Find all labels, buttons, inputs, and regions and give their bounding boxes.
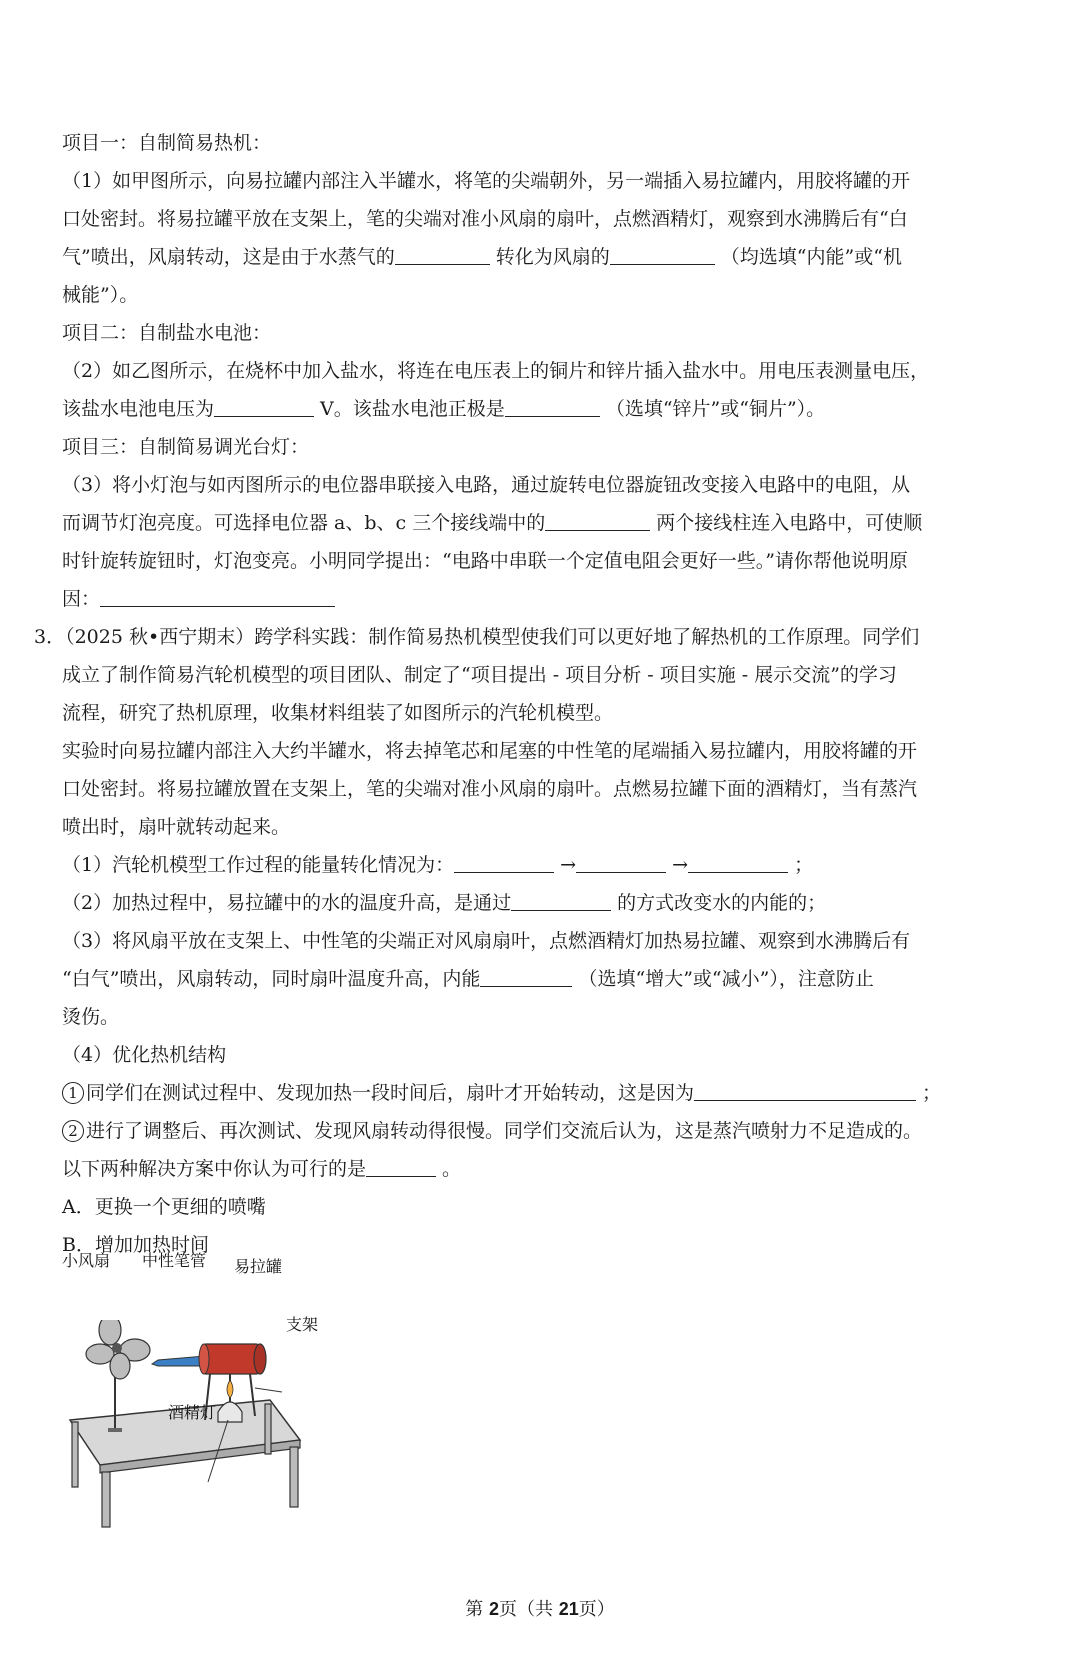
answer-blank[interactable] xyxy=(576,853,666,873)
text-line xyxy=(62,700,613,726)
text-line xyxy=(62,472,910,498)
text-run: 两个接线柱连入电路中，可使顺 xyxy=(650,512,923,534)
text-run: （选填“增大”或“减小”），注意防止 xyxy=(572,968,874,990)
text-line xyxy=(62,1042,226,1068)
table-leg xyxy=(265,1404,271,1454)
text-line xyxy=(62,586,335,612)
text-line xyxy=(62,434,309,460)
text-run: 口处密封。将易拉罐放置在支架上，笔的尖端对准小风扇的扇叶。点燃易拉罐下面的酒精灯，当有蒸汽 xyxy=(62,778,918,800)
answer-blank[interactable] xyxy=(505,397,600,417)
text-line xyxy=(62,662,897,688)
text-line xyxy=(62,1004,119,1030)
text-line xyxy=(62,1118,922,1144)
text-line xyxy=(34,624,919,650)
text-line xyxy=(62,548,908,574)
text-run: 械能”）。 xyxy=(62,284,139,306)
flame xyxy=(227,1380,233,1398)
text-line xyxy=(62,510,922,536)
text-line xyxy=(62,1156,461,1182)
text-run: 以下两种解决方案中你认为可行的是 xyxy=(62,1158,367,1180)
label-can: 易拉罐 xyxy=(234,1259,283,1276)
text-run: → xyxy=(554,854,577,876)
answer-blank[interactable] xyxy=(454,853,554,873)
text-run: 。 xyxy=(436,1158,462,1180)
text-run: 3．（2025 秋•西宁期末）跨学科实践：制作简易热机模型使我们可以更好地了解热机的工作原理。同学们 xyxy=(34,626,920,648)
text-run: 成立了制作简易汽轮机模型的项目团队、制定了“项目提出 - 项目分析 - 项目实施 - 展示交流”的学习 xyxy=(62,664,897,686)
text-run: 该盐水电池电压为 xyxy=(62,398,215,420)
text-run: 喷出时，扇叶就转动起来。 xyxy=(62,816,291,838)
text-line xyxy=(62,1080,941,1106)
fan-blades xyxy=(86,1320,150,1379)
text-line xyxy=(62,358,929,384)
text-line xyxy=(62,1194,266,1220)
text-run: （2）加热过程中，易拉罐中的水的温度升高，是通过 xyxy=(62,892,512,914)
label-fan: 小风扇 xyxy=(62,1253,111,1270)
text-run: （均选填“内能”或“机 xyxy=(714,246,902,268)
text-line xyxy=(62,776,917,802)
text-line xyxy=(62,282,138,308)
text-line xyxy=(62,852,813,878)
circled-number: 1 xyxy=(62,1082,84,1104)
text-line xyxy=(62,168,910,194)
text-run: 烫伤。 xyxy=(62,1006,120,1028)
turbine-diagram xyxy=(60,1320,330,1530)
text-line xyxy=(62,320,271,346)
text-run: 项目三：自制简易调光台灯： xyxy=(62,436,310,458)
text-run: B．增加加热时间 xyxy=(62,1234,209,1256)
fan-base xyxy=(108,1428,122,1432)
text-run: ； xyxy=(788,854,814,876)
answer-blank[interactable] xyxy=(395,245,490,265)
text-run: 同学们在测试过程中、发现加热一段时间后，扇叶才开始转动，这是因为 xyxy=(86,1082,695,1104)
total-pages: 21 xyxy=(558,1599,579,1619)
text-line xyxy=(62,396,825,422)
page-number: 2 xyxy=(488,1599,499,1619)
circled-number: 2 xyxy=(62,1120,84,1142)
text-run: 进行了调整后、再次测试、发现风扇转动得很慢。同学们交流后认为，这是蒸汽喷射力不足造成的。 xyxy=(86,1120,923,1142)
text-run: 项目一：自制简易热机： xyxy=(62,132,272,154)
text-run: （2）如乙图所示，在烧杯中加入盐水，将连在电压表上的铜片和锌片插入盐水中。用电压表测量电压， xyxy=(62,360,930,382)
text-run: 因： xyxy=(62,588,101,610)
text-line xyxy=(62,738,917,764)
answer-blank[interactable] xyxy=(694,1081,916,1101)
text-run: （选填“锌片”或“铜片”）。 xyxy=(599,398,826,420)
text-run: A．更换一个更细的喷嘴 xyxy=(62,1196,266,1218)
text-run: 时针旋转旋钮时，灯泡变亮。小明同学提出：“电路中串联一个定值电阻会更好一些。”请你帮他说明原 xyxy=(62,550,908,572)
text-run: （1）汽轮机模型工作过程的能量转化情况为： xyxy=(62,854,455,876)
text-run: 实验时向易拉罐内部注入大约半罐水，将去掉笔芯和尾塞的中性笔的尾端插入易拉罐内，用胶将罐的开 xyxy=(62,740,918,762)
table-leg xyxy=(72,1422,78,1487)
text-run: （3）将风扇平放在支架上、中性笔的尖端正对风扇扇叶，点燃酒精灯加热易拉罐、观察到水沸腾后有 xyxy=(62,930,911,952)
label-pen: 中性笔管 xyxy=(142,1253,207,1270)
text-run: → xyxy=(666,854,689,876)
soda-can xyxy=(202,1344,260,1374)
text-run: （3）将小灯泡与如丙图所示的电位器串联接入电路，通过旋转电位器旋钮改变接入电路中的电阻，从 xyxy=(62,474,911,496)
text-run: 口处密封。将易拉罐平放在支架上，笔的尖端对准小风扇的扇叶，点燃酒精灯，观察到水沸腾后有“白 xyxy=(62,208,908,230)
steam-turbine-figure xyxy=(60,1253,330,1530)
text-run: （1）如甲图所示，向易拉罐内部注入半罐水，将笔的尖端朝外，另一端插入易拉罐内，用胶将罐的开 xyxy=(62,170,911,192)
answer-blank[interactable] xyxy=(214,397,314,417)
answer-blank[interactable] xyxy=(511,891,611,911)
table-leg xyxy=(290,1447,298,1507)
label-lamp: 酒精灯 xyxy=(168,1405,217,1422)
text-run: 流程，研究了热机原理，收集材料组装了如图所示的汽轮机模型。 xyxy=(62,702,614,724)
answer-blank[interactable] xyxy=(545,511,650,531)
page-footer: 第 2页（共 21页） xyxy=(465,1599,615,1620)
answer-blank[interactable] xyxy=(100,587,335,607)
answer-blank[interactable] xyxy=(480,967,572,987)
text-line xyxy=(62,928,910,954)
text-run: ； xyxy=(916,1082,942,1104)
label-stand: 支架 xyxy=(286,1317,319,1334)
text-run: 而调节灯泡亮度。可选择电位器 a、b、c 三个接线端中的 xyxy=(62,512,546,534)
answer-blank[interactable] xyxy=(366,1157,436,1177)
pen-tube xyxy=(152,1356,205,1366)
text-run: 气”喷出，风扇转动，这是由于水蒸气的 xyxy=(62,246,395,268)
text-line xyxy=(62,244,902,270)
text-line xyxy=(62,206,908,232)
text-run: V。该盐水电池正极是 xyxy=(314,398,505,420)
text-line xyxy=(62,890,826,916)
answer-blank[interactable] xyxy=(688,853,788,873)
text-line xyxy=(62,814,290,840)
answer-blank[interactable] xyxy=(610,245,715,265)
text-run: （4）优化热机结构 xyxy=(62,1044,227,1066)
text-run: 转化为风扇的 xyxy=(489,246,610,268)
text-line xyxy=(62,966,874,992)
text-run: 项目二：自制盐水电池： xyxy=(62,322,272,344)
text-line xyxy=(62,130,271,156)
text-run: 的方式改变水的内能的； xyxy=(611,892,827,914)
text-run: “白气”喷出，风扇转动，同时扇叶温度升高，内能 xyxy=(62,968,481,990)
table-leg xyxy=(102,1472,110,1527)
